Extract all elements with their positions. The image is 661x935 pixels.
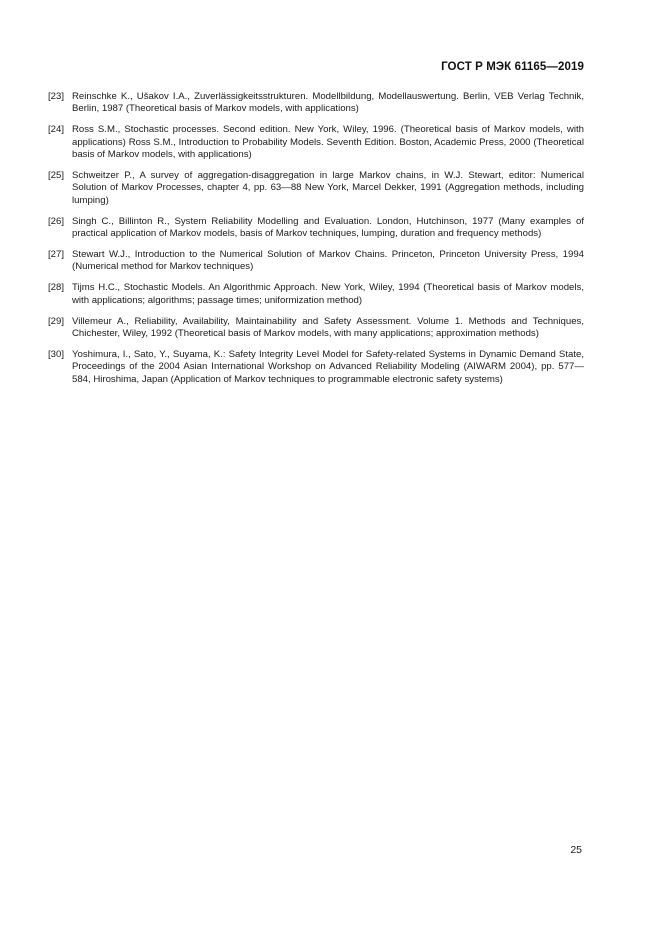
reference-text: Reinschke K., Ušakov I.A., Zuverlässigkeitsstrukturen. Modellbildung, Modellauswertung. Berlin, VEB Verlag Technik, Berlin, 1987 (Theoretical basis of Markov models, with applications)	[72, 91, 584, 115]
reference-item	[48, 249, 584, 274]
reference-number: [26]	[48, 215, 65, 227]
reference-text: Tijms H.C., Stochastic Models. An Algorithmic Approach. New York, Wiley, 1994 (Theoretical basis of Markov models, with applications; algorithms; passage times; uniformization method)	[72, 282, 584, 306]
reference-text: Schweitzer P., A survey of aggregation-disaggregation in large Markov chains, in W.J. Stewart, editor: Numerical Solution of Markov Processes, chapter 4, pp. 63—88 New York, Marcel Dekker, 1991 (Aggregation methods, including lumping)	[72, 170, 584, 206]
reference-text: Ross S.M., Stochastic processes. Second edition. New York, Wiley, 1996. (Theoretical basis of Markov models, with applications) Ross S.M., Introduction to Probability Models. Seventh Edition. Boston, Academic Press, 2000 (Theoretical basis of Markov models, with applications)	[72, 124, 584, 161]
reference-number: [27]	[48, 249, 65, 261]
reference-text: Villemeur A., Reliability, Availability, Maintainability and Safety Assessment. Volume 1. Methods and Techniques, Chichester, Wiley, 1992 (Theoretical basis of Markov models, with many applications; approximation methods)	[72, 315, 584, 340]
reference-item	[48, 316, 584, 341]
reference-item	[48, 349, 584, 386]
reference-number: [28]	[48, 282, 65, 294]
reference-item	[48, 216, 584, 241]
reference-text: Singh C., Billinton R., System Reliability Modelling and Evaluation. London, Hutchinson, 1977 (Many examples of practical application of Markov models, basis of Markov techniques, lumping, duration and frequency methods)	[72, 215, 584, 240]
reference-text: Stewart W.J., Introduction to the Numerical Solution of Markov Chains. Princeton, Princeton University Press, 1994 (Numerical method for Markov techniques)	[72, 249, 584, 273]
reference-item	[48, 91, 584, 116]
reference-number: [23]	[48, 91, 65, 102]
reference-item	[48, 170, 584, 207]
page-number: 25	[570, 844, 582, 856]
reference-number: [29]	[48, 315, 65, 327]
reference-text: Yoshimura, I., Sato, Y., Suyama, K.: Safety Integrity Level Model for Safety-related Systems in Dynamic Demand State, Proceedings of the 2004 Asian International Workshop on Advanced Reliability Modeling (AIWARM 2004), pp. 577—584, Hiroshima, Japan (Application of Markov techniques to programmable electronic safety systems)	[72, 349, 584, 385]
reference-item	[48, 124, 584, 161]
reference-number: [25]	[48, 170, 65, 182]
standard-code-header: ГОСТ Р МЭК 61165—2019	[441, 61, 584, 73]
reference-number: [24]	[48, 124, 65, 136]
reference-item	[48, 282, 584, 307]
bibliography-list	[48, 91, 584, 395]
reference-number: [30]	[48, 349, 65, 360]
